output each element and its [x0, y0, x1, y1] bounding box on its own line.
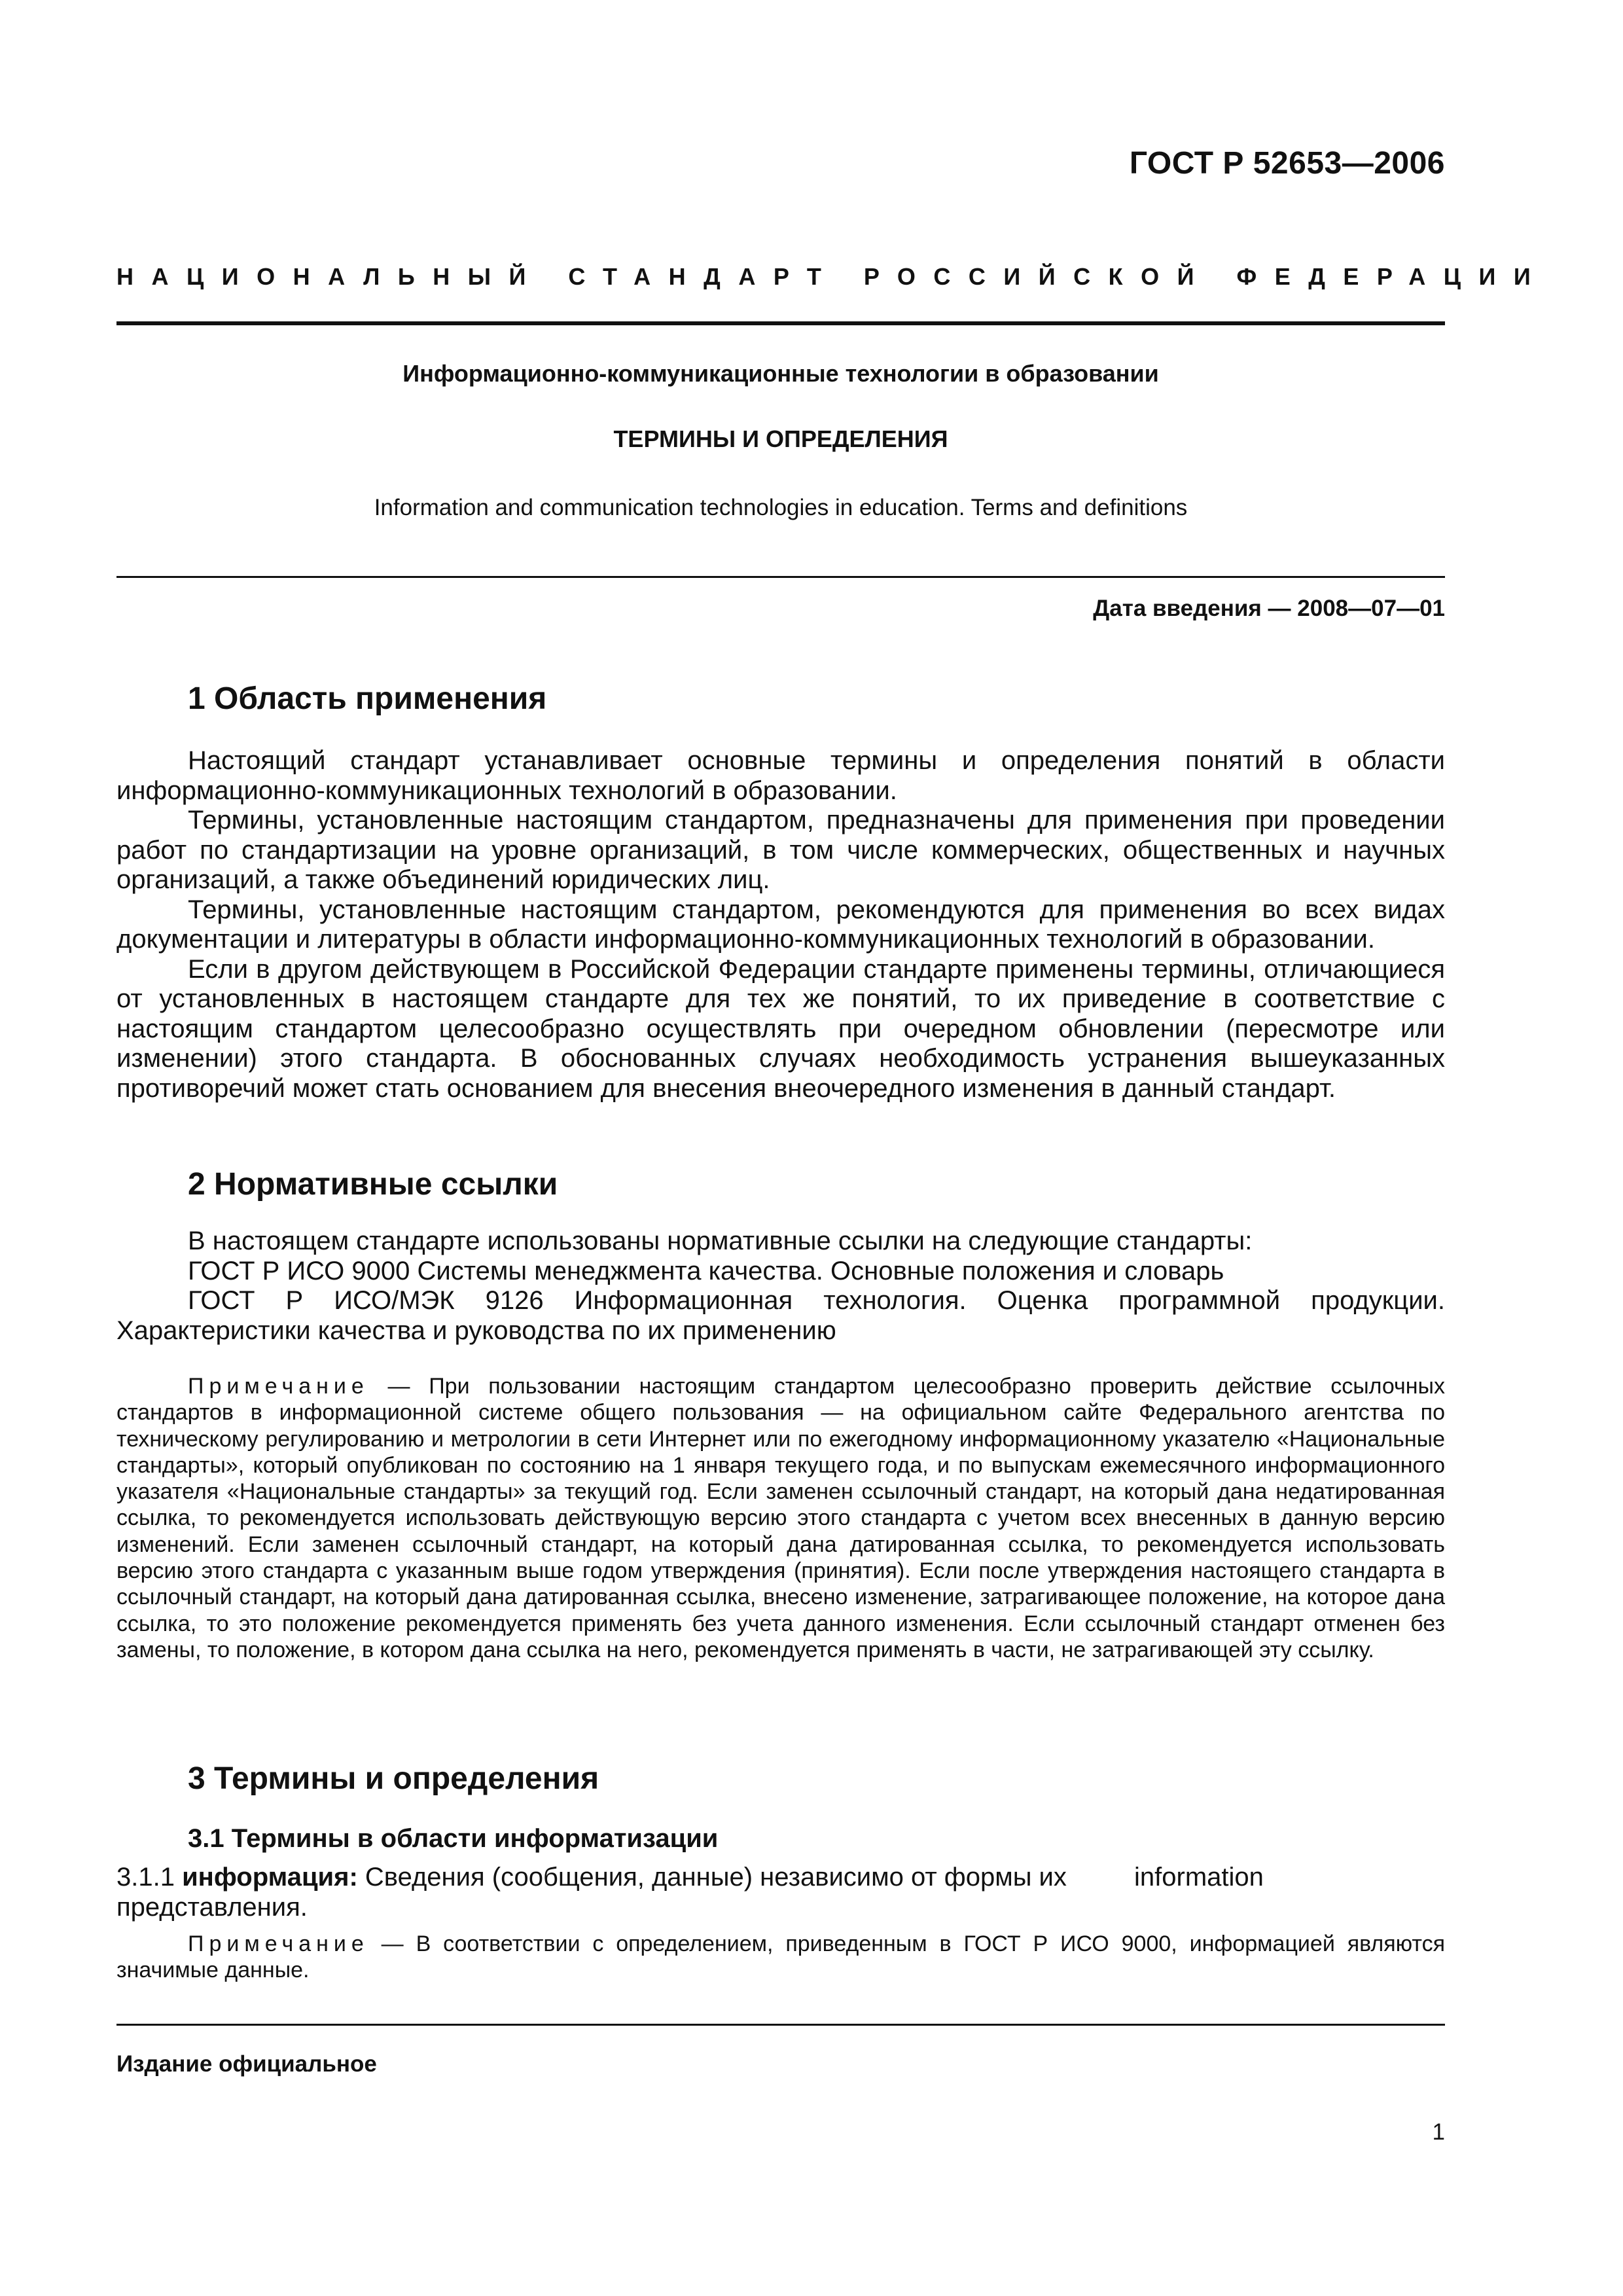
term-name: информация: [182, 1863, 358, 1892]
section-2-paragraph: В настоящем стандарте использованы нормативные ссылки на следующие стандарты: [188, 1227, 1253, 1255]
footer-rule [116, 2024, 1445, 2026]
section-1-heading: 1 Область применения [188, 681, 547, 716]
subsection-3-1-heading: 3.1 Термины в области информатизации [188, 1824, 719, 1853]
term-entry [116, 1863, 1445, 1922]
term-english: information [1134, 1863, 1264, 1892]
header-rule [116, 321, 1445, 325]
edition-label: Издание официальное [116, 2051, 377, 2077]
section-3-heading: 3 Термины и определения [188, 1761, 599, 1796]
section-1-paragraph: Настоящий стандарт устанавливает основные термины и определения понятий в области информационно-коммуникационных технологий в образовании. [116, 746, 1445, 805]
document-title-caps: ТЕРМИНЫ И ОПРЕДЕЛЕНИЯ [613, 425, 948, 452]
page-number: 1 [1432, 2119, 1445, 2145]
title-rule [116, 576, 1445, 578]
section-2-body [116, 1227, 1445, 1346]
section-1-paragraph: Термины, установленные настоящим стандартом, предназначены для применения при проведении работ по стандартизации на уровне организаций, в том числе коммерческих, общественных и научных организаций, а также объединений юридических лиц. [116, 806, 1445, 894]
document-title-en: Information and communication technologies in education. Terms and definitions [374, 495, 1188, 520]
normative-reference: ГОСТ Р ИСО/МЭК 9126 Информационная технология. Оценка программной продукции. Характеристики качества и руководства по их применению [116, 1286, 1445, 1345]
section-2-heading: 2 Нормативные ссылки [188, 1167, 558, 1202]
note-text: — В соответствии с определением, приведенным в ГОСТ Р ИСО 9000, информацией являются значимые данные. [116, 1931, 1445, 1983]
normative-reference: ГОСТ Р ИСО 9000 Системы менеджмента качества. Основные положения и словарь [188, 1256, 1224, 1285]
section-1-body [116, 746, 1445, 1103]
section-1-paragraph: Термины, установленные настоящим стандартом, рекомендуются для применения во всех видах документации и литературы в области информационно-коммуникационных технологий в образовании. [116, 895, 1445, 954]
note-label: Примечание [188, 1374, 369, 1399]
section-2-note [116, 1373, 1445, 1663]
national-standard-title: НАЦИОНАЛЬНЫЙ СТАНДАРТ РОССИЙСКОЙ ФЕДЕРАЦИИ [116, 263, 1549, 290]
section-3-note [116, 1931, 1445, 1984]
term-definition: Сведения (сообщения, данные) независимо от формы их представления. [116, 1863, 1067, 1922]
section-1-paragraph: Если в другом действующем в Российской Федерации стандарте применены термины, отличающиеся от установленных в настоящем стандарте для тех же понятий, то их приведение в соответствие с настоящим стандартом целесообразно осуществлять при очередном обновлении (пересмотре или изменении) этого стандарта. В обоснованных случаях необходимость устранения вышеуказанных противоречий может стать основанием для внесения внеочередного изменения в данный стандарт. [116, 954, 1445, 1103]
document-title-ru: Информационно-коммуникационные технологии в образовании [402, 360, 1159, 387]
note-label: Примечание [188, 1931, 369, 1956]
term-number: 3.1.1 [116, 1863, 183, 1892]
introduction-date: Дата введения — 2008—07—01 [1093, 596, 1445, 621]
note-text: — При пользовании настоящим стандартом целесообразно проверить действие ссылочных стандартов в информационной системе общего пользования — на официальном сайте Федерального агентства по техническому регулированию и метрологии в сети Интернет или по ежегодному информационному указателю «Национальные стандарты», который опубликован по состоянию на 1 января текущего года, и по выпускам ежемесячного информационного указателя «Национальные стандарты» за текущий год. Если заменен ссылочный стандарт, на который дана недатированная ссылка, то рекомендуется использовать действующую версию этого стандарта с учетом всех внесенных в данную версию изменений. Если заменен ссылочный стандарт, на который дана датированная ссылка, то рекомендуется использовать версию этого стандарта с указанным выше годом утверждения (принятия). Если после утверждения настоящего стандарта в ссылочный стандарт, на который дана датированная ссылка, внесено изменение, затрагивающее положение, на которое дана ссылка, то это положение рекомендуется применять без учета данного изменения. Если ссылочный стандарт отменен без замены, то положение, в котором дана ссылка на него, рекомендуется применять в части, не затрагивающей эту ссылку. [116, 1374, 1445, 1662]
gost-number: ГОСТ Р 52653—2006 [1129, 146, 1445, 181]
